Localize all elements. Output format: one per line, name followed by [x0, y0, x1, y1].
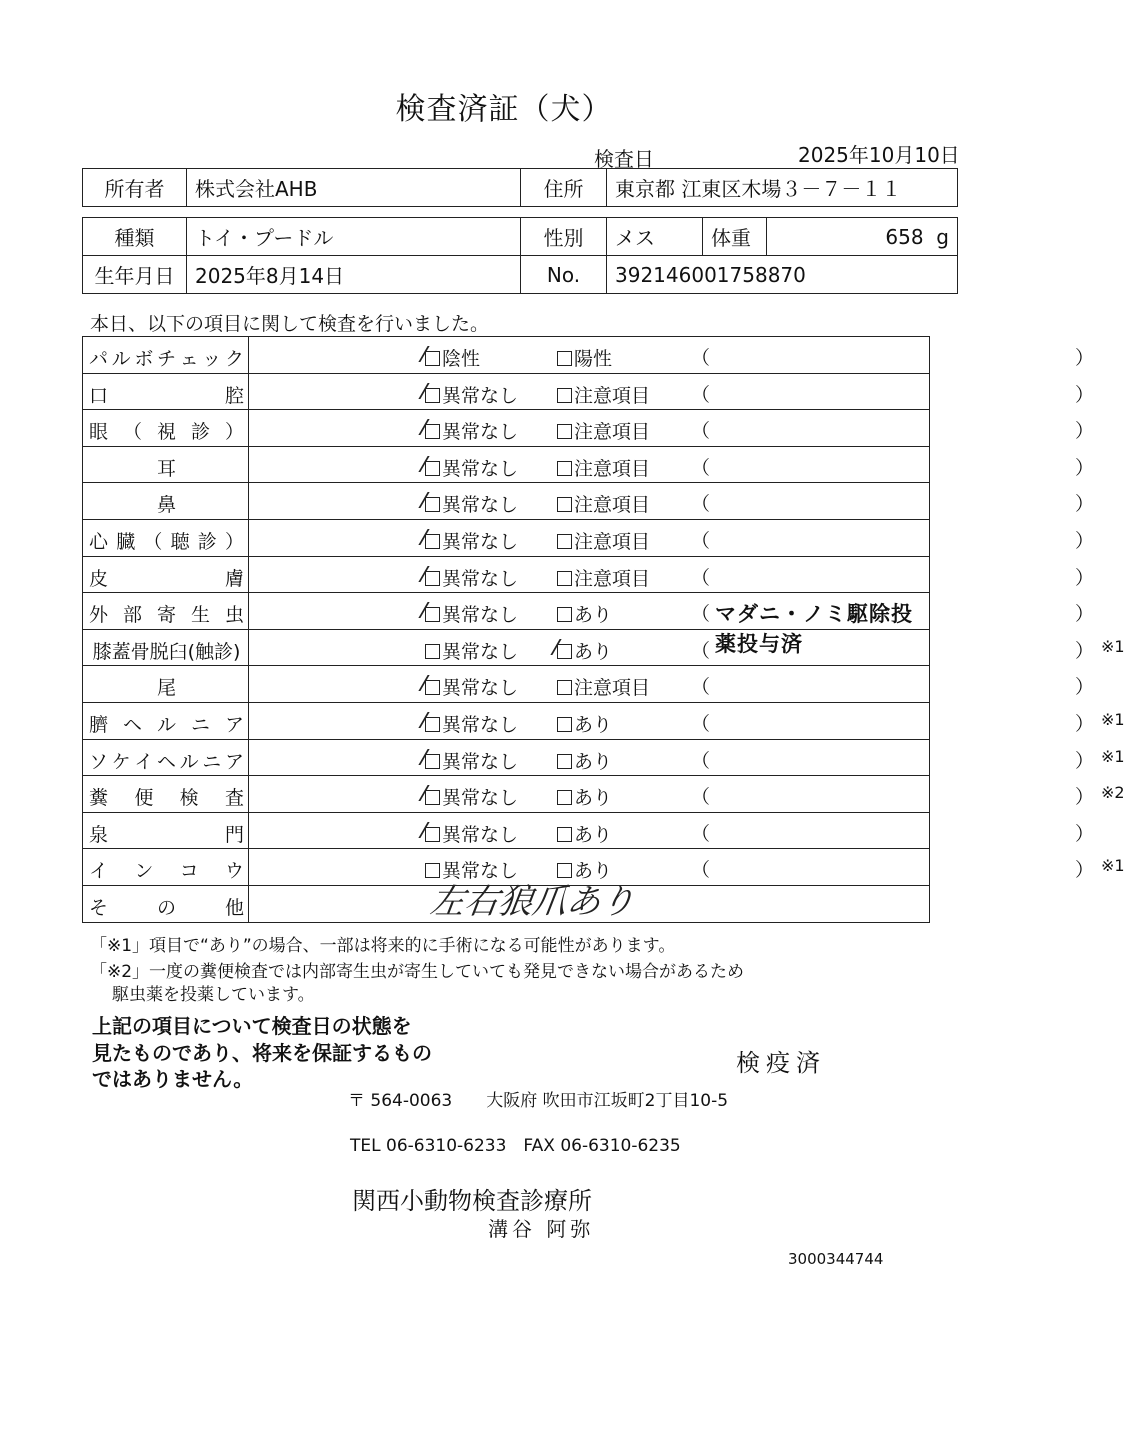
- note-open-paren: （: [691, 347, 711, 369]
- exam-row: [83, 519, 930, 556]
- exam-item-name: [89, 820, 244, 847]
- option-abnormal[interactable]: [557, 673, 650, 700]
- handwritten-note: 左右狼爪あり: [427, 881, 638, 922]
- exam-row: [83, 337, 930, 374]
- exam-row: [83, 410, 930, 447]
- note-close-paren: ）: [1075, 639, 1095, 662]
- checkbox-icon[interactable]: [425, 754, 440, 769]
- exam-item-name-char: ル: [111, 348, 131, 370]
- option-abnormal-label: 注意項目: [574, 421, 651, 444]
- exam-result-cell: [249, 666, 1095, 703]
- note-close-paren: ）: [1075, 456, 1095, 479]
- clinic-phone: TEL 06-6310-6233 FAX 06-6310-6235: [350, 1136, 681, 1156]
- exam-result-cell: [249, 337, 1095, 374]
- checkbox-icon[interactable]: [557, 607, 572, 622]
- owner-label: 所有者: [83, 169, 187, 207]
- option-abnormal[interactable]: [557, 747, 612, 774]
- option-abnormal-label: あり: [574, 823, 613, 846]
- exam-item-name-char: イ: [134, 750, 154, 773]
- exam-item-name-char: ヘ: [156, 750, 176, 773]
- weight-unit: g: [936, 224, 949, 249]
- footnote-mark: ※1: [1101, 709, 1125, 729]
- exam-item-name-char: ル: [156, 713, 176, 736]
- footnote-mark: ※1: [1101, 746, 1125, 766]
- exam-item-name: [89, 527, 244, 554]
- exam-item-name-char: 部: [122, 604, 142, 627]
- vet-name: 溝谷 阿弥: [488, 1217, 595, 1241]
- exam-item-name-char: ケ: [111, 750, 131, 773]
- exam-date-label: 検査日: [594, 147, 654, 171]
- exam-date-value: 2025年10月10日: [798, 143, 960, 167]
- option-normal[interactable]: [425, 820, 518, 847]
- option-normal[interactable]: [425, 747, 518, 774]
- exam-item-cell: [83, 629, 249, 666]
- note-close-paren: ）: [1075, 566, 1095, 589]
- note-close-paren: ）: [1075, 822, 1095, 845]
- weight-cell: [767, 218, 958, 256]
- address-label: 住所: [521, 169, 607, 207]
- option-normal[interactable]: [425, 710, 518, 737]
- option-normal[interactable]: [425, 673, 518, 700]
- note-open-paren: （: [691, 639, 711, 662]
- disclaimer-line-1: 上記の項目について検査日の状態を: [92, 1014, 412, 1038]
- option-normal[interactable]: [425, 600, 518, 627]
- option-abnormal[interactable]: [557, 527, 650, 554]
- exam-item-name-char: 視: [156, 421, 176, 444]
- option-abnormal-label: 注意項目: [574, 677, 651, 700]
- animal-table: [82, 217, 958, 294]
- exam-item-name-char: 査: [224, 787, 244, 810]
- sex-value: メス: [607, 218, 703, 256]
- option-abnormal-label: 注意項目: [574, 384, 651, 407]
- exam-item-name-char: 膝蓋骨脱臼(触診): [92, 640, 241, 663]
- option-normal[interactable]: [425, 344, 480, 371]
- option-normal-label: 異常なし: [442, 860, 519, 883]
- no-value: 392146001758870: [607, 256, 958, 294]
- type-value: トイ・プードル: [187, 218, 521, 256]
- option-normal-label: 異常なし: [442, 457, 519, 480]
- option-abnormal-label: 陽性: [574, 348, 613, 370]
- checkbox-icon[interactable]: [425, 424, 440, 439]
- footnote-mark: ※1: [1101, 856, 1125, 876]
- exam-result-cell: [249, 373, 1095, 410]
- option-normal[interactable]: [425, 783, 518, 810]
- option-normal-label: 異常なし: [442, 787, 519, 810]
- note-close-paren: ）: [1075, 529, 1095, 552]
- exam-item-name-char: 腔: [224, 384, 244, 407]
- option-normal[interactable]: [425, 527, 518, 554]
- footnote-1: 「※1」項目で“あり”の場合、一部は将来的に手術になる可能性があります。: [90, 936, 676, 956]
- owner-table: [82, 168, 958, 207]
- exam-item-name-char: 寄: [156, 604, 176, 627]
- owner-value: 株式会社AHB: [187, 169, 521, 207]
- exam-item-name: [89, 637, 244, 664]
- exam-item-name-char: 鼻: [156, 494, 176, 517]
- exam-item-name: [89, 783, 244, 810]
- note-open-paren: （: [691, 420, 711, 443]
- checkbox-icon[interactable]: [425, 534, 440, 549]
- note-close-paren: ）: [1075, 493, 1095, 516]
- exam-item-name: [89, 490, 244, 517]
- checkbox-icon[interactable]: [425, 351, 440, 366]
- exam-item-cell: [83, 556, 249, 593]
- option-normal-label: 異常なし: [442, 823, 519, 846]
- exam-row: [83, 446, 930, 483]
- exam-item-name: [89, 454, 244, 481]
- note-close-paren: ）: [1075, 859, 1095, 882]
- option-normal-label: 異常なし: [442, 421, 519, 444]
- option-abnormal-label: あり: [574, 787, 613, 810]
- checkbox-icon[interactable]: [425, 790, 440, 805]
- option-abnormal[interactable]: [557, 564, 650, 591]
- exam-item-name-char: ク: [224, 348, 244, 370]
- checkbox-icon[interactable]: [425, 607, 440, 622]
- note-close-paren: ）: [1075, 420, 1095, 443]
- exam-item-name-char: 尾: [156, 677, 176, 700]
- checkbox-icon[interactable]: [557, 827, 572, 842]
- type-label: 種類: [83, 218, 187, 256]
- option-abnormal-label: 注意項目: [574, 457, 651, 480]
- exam-item-name-char: コ: [179, 860, 199, 883]
- option-normal-label: 異常なし: [442, 713, 519, 736]
- option-normal-label: 異常なし: [442, 640, 519, 663]
- exam-result-cell: [249, 776, 1125, 813]
- exam-item-name-char: 泉: [89, 823, 109, 846]
- option-normal-label: 異常なし: [442, 384, 519, 407]
- checkbox-icon[interactable]: [425, 644, 440, 659]
- option-normal[interactable]: [425, 490, 518, 517]
- exam-item-name-char: 診: [190, 421, 210, 444]
- exam-result-cell: [249, 410, 1095, 447]
- note-open-paren: （: [691, 529, 711, 552]
- clinic-address: 〒 564-0063 大阪府 吹田市江坂町2丁目10-5: [348, 1091, 729, 1111]
- footnote-mark: ※1: [1101, 636, 1125, 656]
- exam-item-cell: [83, 483, 249, 520]
- note-close-paren: ）: [1075, 749, 1095, 772]
- dob-label: 生年月日: [83, 256, 187, 294]
- option-abnormal-label: あり: [574, 640, 613, 663]
- option-abnormal[interactable]: [557, 417, 650, 444]
- checkbox-icon[interactable]: [557, 680, 572, 695]
- clinic-name: 関西小動物検査診療所: [352, 1187, 592, 1215]
- exam-item-cell: [83, 519, 249, 556]
- checkbox-icon[interactable]: [557, 717, 572, 732]
- note-close-paren: ）: [1075, 712, 1095, 735]
- exam-table: [82, 336, 1125, 923]
- exam-row-other: [83, 885, 930, 922]
- option-normal-label: 異常なし: [442, 494, 519, 517]
- exam-item-name-char: パ: [89, 348, 109, 370]
- exam-item-name-char: 膚: [224, 567, 244, 590]
- checkbox-icon[interactable]: [557, 461, 572, 476]
- exam-item-name: [89, 710, 244, 737]
- exam-item-name-char: 糞: [89, 787, 109, 810]
- note-open-paren: （: [691, 712, 711, 735]
- checkbox-icon[interactable]: [425, 717, 440, 732]
- exam-result-cell: [249, 483, 1095, 520]
- exam-result-cell: [249, 739, 1125, 776]
- document-title: 検査済証（犬）: [395, 92, 613, 127]
- exam-item-name: [89, 600, 244, 627]
- checkbox-icon[interactable]: [425, 461, 440, 476]
- note-close-paren: ）: [1075, 603, 1095, 626]
- exam-item-name-char: ボ: [134, 348, 154, 370]
- exam-item-cell: [83, 739, 249, 776]
- exam-item-cell: [83, 410, 249, 447]
- exam-row: [83, 483, 930, 520]
- exam-item-name-char: チ: [156, 348, 176, 370]
- checkbox-icon[interactable]: [557, 424, 572, 439]
- option-abnormal-label: 注意項目: [574, 567, 651, 590]
- serial-number: 3000344744: [788, 1250, 884, 1268]
- exam-item-name-char: ア: [224, 750, 244, 773]
- exam-row: [83, 812, 930, 849]
- exam-item-name-char: 臍: [89, 713, 109, 736]
- exam-row: [83, 666, 930, 703]
- exam-item-cell: [83, 812, 249, 849]
- exam-result-cell: [249, 519, 1095, 556]
- option-normal-label: 異常なし: [442, 604, 519, 627]
- exam-item-cell: [83, 373, 249, 410]
- exam-result-cell: [249, 702, 1125, 739]
- exam-item-cell: [83, 666, 249, 703]
- weight-value: 658: [885, 224, 924, 249]
- exam-item-cell: [83, 849, 249, 886]
- option-abnormal[interactable]: [557, 637, 612, 664]
- exam-item-name-char: ェ: [179, 348, 199, 370]
- exam-item-cell: [83, 702, 249, 739]
- exam-item-name: [89, 381, 244, 408]
- exam-item-name: [89, 747, 244, 774]
- footnote-2-cont: 駆虫薬を投薬しています。: [112, 985, 315, 1005]
- checkbox-icon[interactable]: [557, 644, 572, 659]
- exam-item-name-char: 便: [134, 787, 154, 810]
- exam-result-cell: [249, 629, 1125, 666]
- note-open-paren: （: [691, 676, 711, 699]
- exam-item-name: [89, 417, 244, 444]
- exam-item-name-char: 診: [197, 530, 217, 553]
- checkbox-icon[interactable]: [557, 497, 572, 512]
- exam-item-name: [89, 893, 244, 920]
- option-abnormal[interactable]: [557, 600, 612, 627]
- checkbox-icon[interactable]: [557, 571, 572, 586]
- option-abnormal[interactable]: [557, 783, 612, 810]
- checkbox-icon[interactable]: [425, 571, 440, 586]
- note-close-paren: ）: [1075, 676, 1095, 699]
- exam-row: [83, 739, 930, 776]
- exam-item-name-char: ン: [134, 860, 154, 883]
- option-abnormal[interactable]: [557, 710, 612, 737]
- option-normal-label: 異常なし: [442, 567, 519, 590]
- option-normal[interactable]: [425, 381, 518, 408]
- exam-item-cell: [83, 337, 249, 374]
- intro-text: 本日、以下の項目に関して検査を行いました。: [90, 313, 490, 335]
- dob-value: 2025年8月14日: [187, 256, 521, 294]
- option-abnormal-label: あり: [574, 750, 613, 773]
- checkbox-icon[interactable]: [557, 388, 572, 403]
- note-open-paren: （: [691, 566, 711, 589]
- exam-item-name-char: ア: [224, 713, 244, 736]
- option-abnormal[interactable]: [557, 490, 650, 517]
- exam-item-name: [89, 344, 244, 371]
- option-abnormal[interactable]: [557, 454, 650, 481]
- exam-row: [83, 556, 930, 593]
- weight-label: 体重: [703, 218, 767, 256]
- exam-item-name-char: 他: [224, 896, 244, 919]
- exam-row: [83, 593, 930, 630]
- note-close-paren: ）: [1075, 383, 1095, 406]
- exam-item-name-char: ニ: [190, 713, 210, 736]
- exam-item-name-char: 生: [190, 604, 210, 627]
- exam-item-name: [89, 673, 244, 700]
- exam-result-cell: [249, 446, 1095, 483]
- exam-row: [83, 702, 930, 739]
- note-open-paren: （: [691, 859, 711, 882]
- option-abnormal-label: 注意項目: [574, 494, 651, 517]
- exam-item-name-char: ウ: [224, 860, 244, 883]
- note-open-paren: （: [691, 493, 711, 516]
- option-normal[interactable]: [425, 454, 518, 481]
- checkbox-icon[interactable]: [425, 827, 440, 842]
- option-normal[interactable]: [425, 637, 518, 664]
- exam-item-name-char: （: [122, 421, 142, 444]
- exam-item-name-char: ニ: [202, 750, 222, 773]
- note-close-paren: ）: [1075, 347, 1095, 369]
- exam-item-name-char: の: [156, 896, 176, 919]
- exam-item-name: [89, 564, 244, 591]
- exam-item-name-char: 虫: [224, 604, 244, 627]
- exam-item-name-char: 口: [89, 384, 109, 407]
- exam-item-name-char: 外: [89, 604, 109, 627]
- disclaimer-line-3: ではありません。: [92, 1067, 254, 1091]
- footnote-mark: ※2: [1101, 783, 1125, 803]
- exam-item-name-char: 皮: [89, 567, 109, 590]
- option-normal[interactable]: [425, 417, 518, 444]
- exam-item-name-char: ル: [179, 750, 199, 773]
- note-open-paren: （: [691, 786, 711, 809]
- exam-item-name-char: 臓: [116, 530, 136, 553]
- exam-result-cell: [249, 593, 1095, 657]
- exam-row: [83, 776, 930, 813]
- exam-item-name-char: 心: [89, 530, 109, 553]
- exam-item-name-char: 耳: [156, 457, 176, 480]
- option-abnormal-label: あり: [574, 604, 613, 627]
- exam-item-cell: [83, 446, 249, 483]
- exam-item-cell: [83, 776, 249, 813]
- exam-item-cell: [83, 593, 249, 630]
- option-abnormal[interactable]: [557, 381, 650, 408]
- checkbox-icon[interactable]: [557, 351, 572, 366]
- note-open-paren: （: [691, 456, 711, 479]
- quarantine-stamp: 検疫済: [736, 1049, 826, 1077]
- note-close-paren: ）: [1075, 786, 1095, 809]
- exam-item-name-char: ヘ: [122, 713, 142, 736]
- checkbox-icon[interactable]: [557, 754, 572, 769]
- disclaimer-line-2: 見たものであり、将来を保証するもの: [92, 1041, 432, 1065]
- exam-result-cell: [249, 812, 1095, 849]
- checkbox-icon[interactable]: [425, 388, 440, 403]
- exam-item-name-char: ）: [224, 421, 244, 444]
- note-open-paren: （: [691, 603, 711, 626]
- exam-item-name-char: そ: [89, 896, 109, 919]
- no-label: No.: [521, 256, 607, 294]
- option-normal-label: 異常なし: [442, 530, 519, 553]
- option-normal-label: 異常なし: [442, 677, 519, 700]
- option-normal-label: 陰性: [442, 348, 481, 370]
- option-abnormal[interactable]: [557, 344, 612, 371]
- exam-item-name-char: 聴: [170, 530, 190, 553]
- exam-item-name-char: 門: [224, 823, 244, 846]
- exam-note: マダニ・ノミ駆除投薬投与済: [715, 602, 913, 657]
- option-abnormal-label: あり: [574, 860, 613, 883]
- checkbox-icon[interactable]: [425, 680, 440, 695]
- option-abnormal-label: あり: [574, 713, 613, 736]
- exam-result-cell: [249, 556, 1095, 593]
- option-normal[interactable]: [425, 564, 518, 591]
- exam-item-name-char: 眼: [89, 421, 109, 444]
- exam-item-name-char: ソ: [89, 750, 109, 773]
- option-abnormal-label: 注意項目: [574, 530, 651, 553]
- sex-label: 性別: [521, 218, 607, 256]
- other-notes-cell: [249, 881, 930, 922]
- address-value: 東京都 江東区木場３－７－１１: [607, 169, 958, 207]
- checkbox-icon[interactable]: [425, 497, 440, 512]
- checkbox-icon[interactable]: [557, 790, 572, 805]
- exam-row: [83, 629, 930, 666]
- exam-item-name-char: （: [143, 530, 163, 553]
- exam-item-name-char: ）: [224, 530, 244, 553]
- footnote-2: 「※2」一度の糞便検査では内部寄生虫が寄生していても発見できない場合があるため: [90, 962, 745, 982]
- exam-item-name-char: イ: [89, 860, 109, 883]
- option-normal-label: 異常なし: [442, 750, 519, 773]
- exam-item-name-char: 検: [179, 787, 199, 810]
- exam-item-cell: [83, 885, 249, 922]
- option-abnormal[interactable]: [557, 820, 612, 847]
- exam-item-name: [89, 856, 244, 883]
- note-open-paren: （: [691, 822, 711, 845]
- note-open-paren: （: [691, 749, 711, 772]
- checkbox-icon[interactable]: [557, 534, 572, 549]
- exam-item-name-char: ッ: [202, 348, 222, 370]
- exam-row: [83, 373, 930, 410]
- note-open-paren: （: [691, 383, 711, 406]
